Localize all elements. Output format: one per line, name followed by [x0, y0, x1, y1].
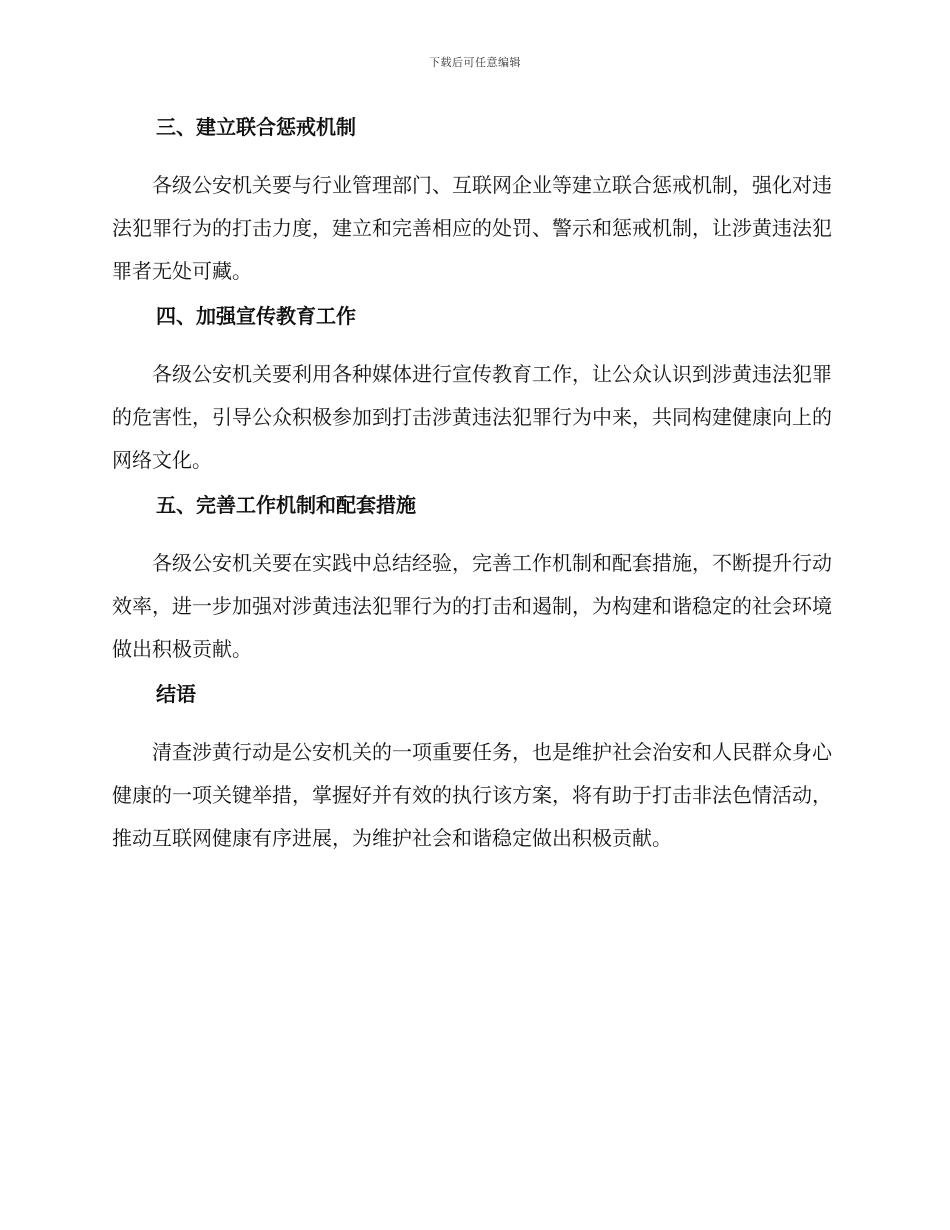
section-work-mechanism [112, 490, 832, 671]
section-heading: 五、完善工作机制和配套措施 [156, 493, 416, 517]
section-paragraph: 各级公安机关要与行业管理部门、互联网企业等建立联合惩戒机制，强化对违法犯罪行为的打击力度，建立和完善相应的处罚、警示和惩戒机制，让涉黄违法犯罪者无处可藏。 [112, 173, 832, 283]
section-publicity-education [112, 301, 832, 482]
section-heading: 结语 [156, 682, 196, 706]
document-body [112, 112, 832, 868]
section-joint-punishment [112, 112, 832, 293]
section-paragraph: 各级公安机关要利用各种媒体进行宣传教育工作，让公众认识到涉黄违法犯罪的危害性，引导公众积极参加到打击涉黄违法犯罪行为中来，共同构建健康向上的网络文化。 [112, 362, 832, 472]
section-paragraph: 各级公安机关要在实践中总结经验，完善工作机制和配套措施，不断提升行动效率，进一步加强对涉黄违法犯罪行为的打击和遏制，为构建和谐稳定的社会环境做出积极贡献。 [112, 551, 832, 661]
section-heading: 四、加强宣传教育工作 [156, 304, 356, 328]
section-conclusion [112, 679, 832, 860]
section-heading: 三、建立联合惩戒机制 [156, 115, 356, 139]
section-paragraph: 清查涉黄行动是公安机关的一项重要任务，也是维护社会治安和人民群众身心健康的一项关键举措，掌握好并有效的执行该方案，将有助于打击非法色情活动，推动互联网健康有序进展，为维护社会和谐稳定做出积极贡献。 [112, 740, 832, 850]
header-note: 下载后可任意编辑 [429, 56, 521, 69]
